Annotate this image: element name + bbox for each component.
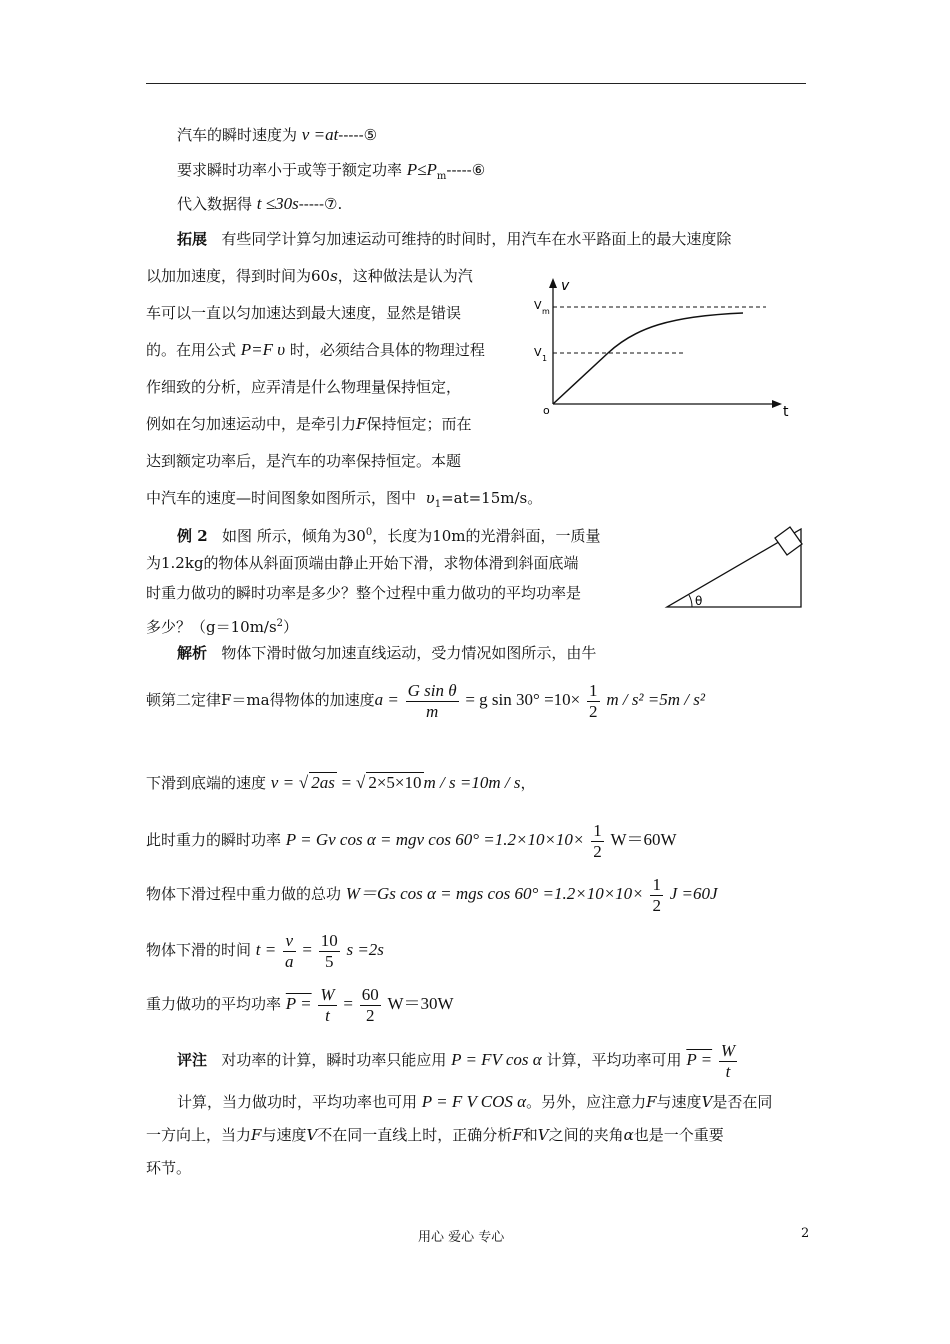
example2-line-2: 为1.2kg的物体从斜面顶端由静止开始下滑，求物体滑到斜面底端 xyxy=(146,554,579,572)
extension-line-2: 以加加速度，得到时间为60s，这种做法是认为汽 xyxy=(146,267,473,285)
x-axis-arrow xyxy=(772,400,782,408)
v1-sub-label: 1 xyxy=(542,354,548,363)
extension-line-7: 达到额定功率后，是汽车的功率保持恒定。本题 xyxy=(146,452,462,470)
vm-label: V xyxy=(534,299,542,312)
angle-label: θ xyxy=(695,594,703,608)
velocity-equation: 下滑到底端的速度 v = √ 2as = √ 2×5×10 m / s =10m / s， xyxy=(146,773,536,792)
power-half-fraction: $\frac{1}{2}$ xyxy=(593,820,602,861)
line-power-condition: 要求瞬时功率小于或等于额定功率 $P\le P_m-----⑥$ xyxy=(177,160,486,182)
extension-line-4: 的。在用公式 P=F υ 时，必须结合具体的物理过程 xyxy=(146,340,485,359)
line-substitute: 代入数据得 t ≤30s-----⑦. xyxy=(177,194,343,213)
extension-line-8: 中汽车的速度—时间图象如图所示，图中 $\upsilon_1=at=15m/s$。 xyxy=(146,489,543,510)
example2-line-3: 时重力做功的瞬时功率是多少？整个过程中重力做功的平均功率是 xyxy=(146,584,582,602)
example2-line-4: 多少？$(g=10m/s^2)$ xyxy=(146,618,299,636)
time-fraction-1: $\frac{v}{a}$ xyxy=(285,930,294,971)
y-axis-label: v xyxy=(561,278,570,294)
footer-text: 用心 爱心 专心 xyxy=(418,1230,505,1245)
incline-figure xyxy=(664,520,814,612)
acc-fraction: $\frac{\text{G sin θ}}{m}$ xyxy=(407,680,457,721)
extension-line-1: 拓展 有些同学计算匀加速运动可维持的时间时，用汽车在水平路面上的最大速度除 xyxy=(177,230,732,248)
line-velocity: 汽车的瞬时速度为 v =at-----⑤ xyxy=(177,125,378,144)
acceleration-equation: 顿第二定律F＝ma得物体的加速度a = $\frac{\text{G sin θ}}{m}$ = g sin 30° =10× $\frac{1}{2}$ m / s² =5m / s² xyxy=(146,680,705,721)
extension-line-5: 作细致的分析，应弄清是什么物理量保持恒定， xyxy=(146,378,462,396)
work-equation: 物体下滑过程中重力做的总功 W＝Gs cos α = mgs cos 60° =1.2×10×10× $\frac{1}{2}$ J =60J xyxy=(146,874,718,915)
instantaneous-power-equation: 此时重力的瞬时功率 P = Gv cos α = mgv cos 60° =1.2×10×10× $\frac{1}{2}$ W＝60W xyxy=(146,820,677,861)
note-line-3: 一方向上，当力F与速度V不在同一直线上时，正确分析F和V之间的夹角α也是一个重要 xyxy=(146,1126,724,1144)
analysis-line-1: 解析 物体下滑时做匀加速直线运动，受力情况如图所示，由牛 xyxy=(177,644,597,662)
header-rule xyxy=(146,83,806,84)
example2-line-1: 例 2 如图 所示，倾角为$30^0$，长度为10m的光滑斜面，一质量 xyxy=(177,527,601,545)
avg-fraction-1: $\frac{W}{t}$ xyxy=(320,984,335,1025)
extension-line-6: 例如在匀加速运动中，是牵引力F保持恒定；而在 xyxy=(146,415,472,433)
y-axis-arrow xyxy=(549,278,557,288)
extension-line-3: 车可以一直以匀加速达到最大速度，显然是错误 xyxy=(146,304,462,322)
time-equation: 物体下滑的时间 t = $\frac{v}{a}$ = $\frac{10}{5}$ s =2s xyxy=(146,930,384,971)
acc-half-fraction: $\frac{1}{2}$ xyxy=(589,680,598,721)
velocity-time-graph xyxy=(530,276,790,424)
time-fraction-2: $\frac{10}{5}$ xyxy=(320,930,338,971)
angle-arc xyxy=(689,595,692,607)
origin-label: o xyxy=(543,404,550,417)
v1-label: V xyxy=(534,346,542,359)
average-power-equation: 重力做功的平均功率 P = $\frac{W}{t}$ = $\frac{60}{2}$ W＝30W xyxy=(146,984,454,1025)
page-number: 2 xyxy=(801,1226,810,1241)
avg-fraction-2: $\frac{60}{2}$ xyxy=(361,984,379,1025)
note-line-2: 计算，当力做功时，平均功率也可用 P = F V COS α。另外，应注意力F与速度V是否在同 xyxy=(177,1092,773,1111)
work-half-fraction: $\frac{1}{2}$ xyxy=(652,874,661,915)
velocity-curve xyxy=(553,313,743,404)
note-line-1: 评注 对功率的计算，瞬时功率只能应用 P = FV cos α 计算，平均功率可用 P = $\frac{W}{t}$ xyxy=(177,1040,736,1081)
vm-sub-label: m xyxy=(542,307,550,316)
x-axis-label: t xyxy=(783,404,789,420)
note-fraction: $\frac{W}{t}$ xyxy=(720,1040,736,1081)
note-line-4: 环节。 xyxy=(146,1159,192,1177)
